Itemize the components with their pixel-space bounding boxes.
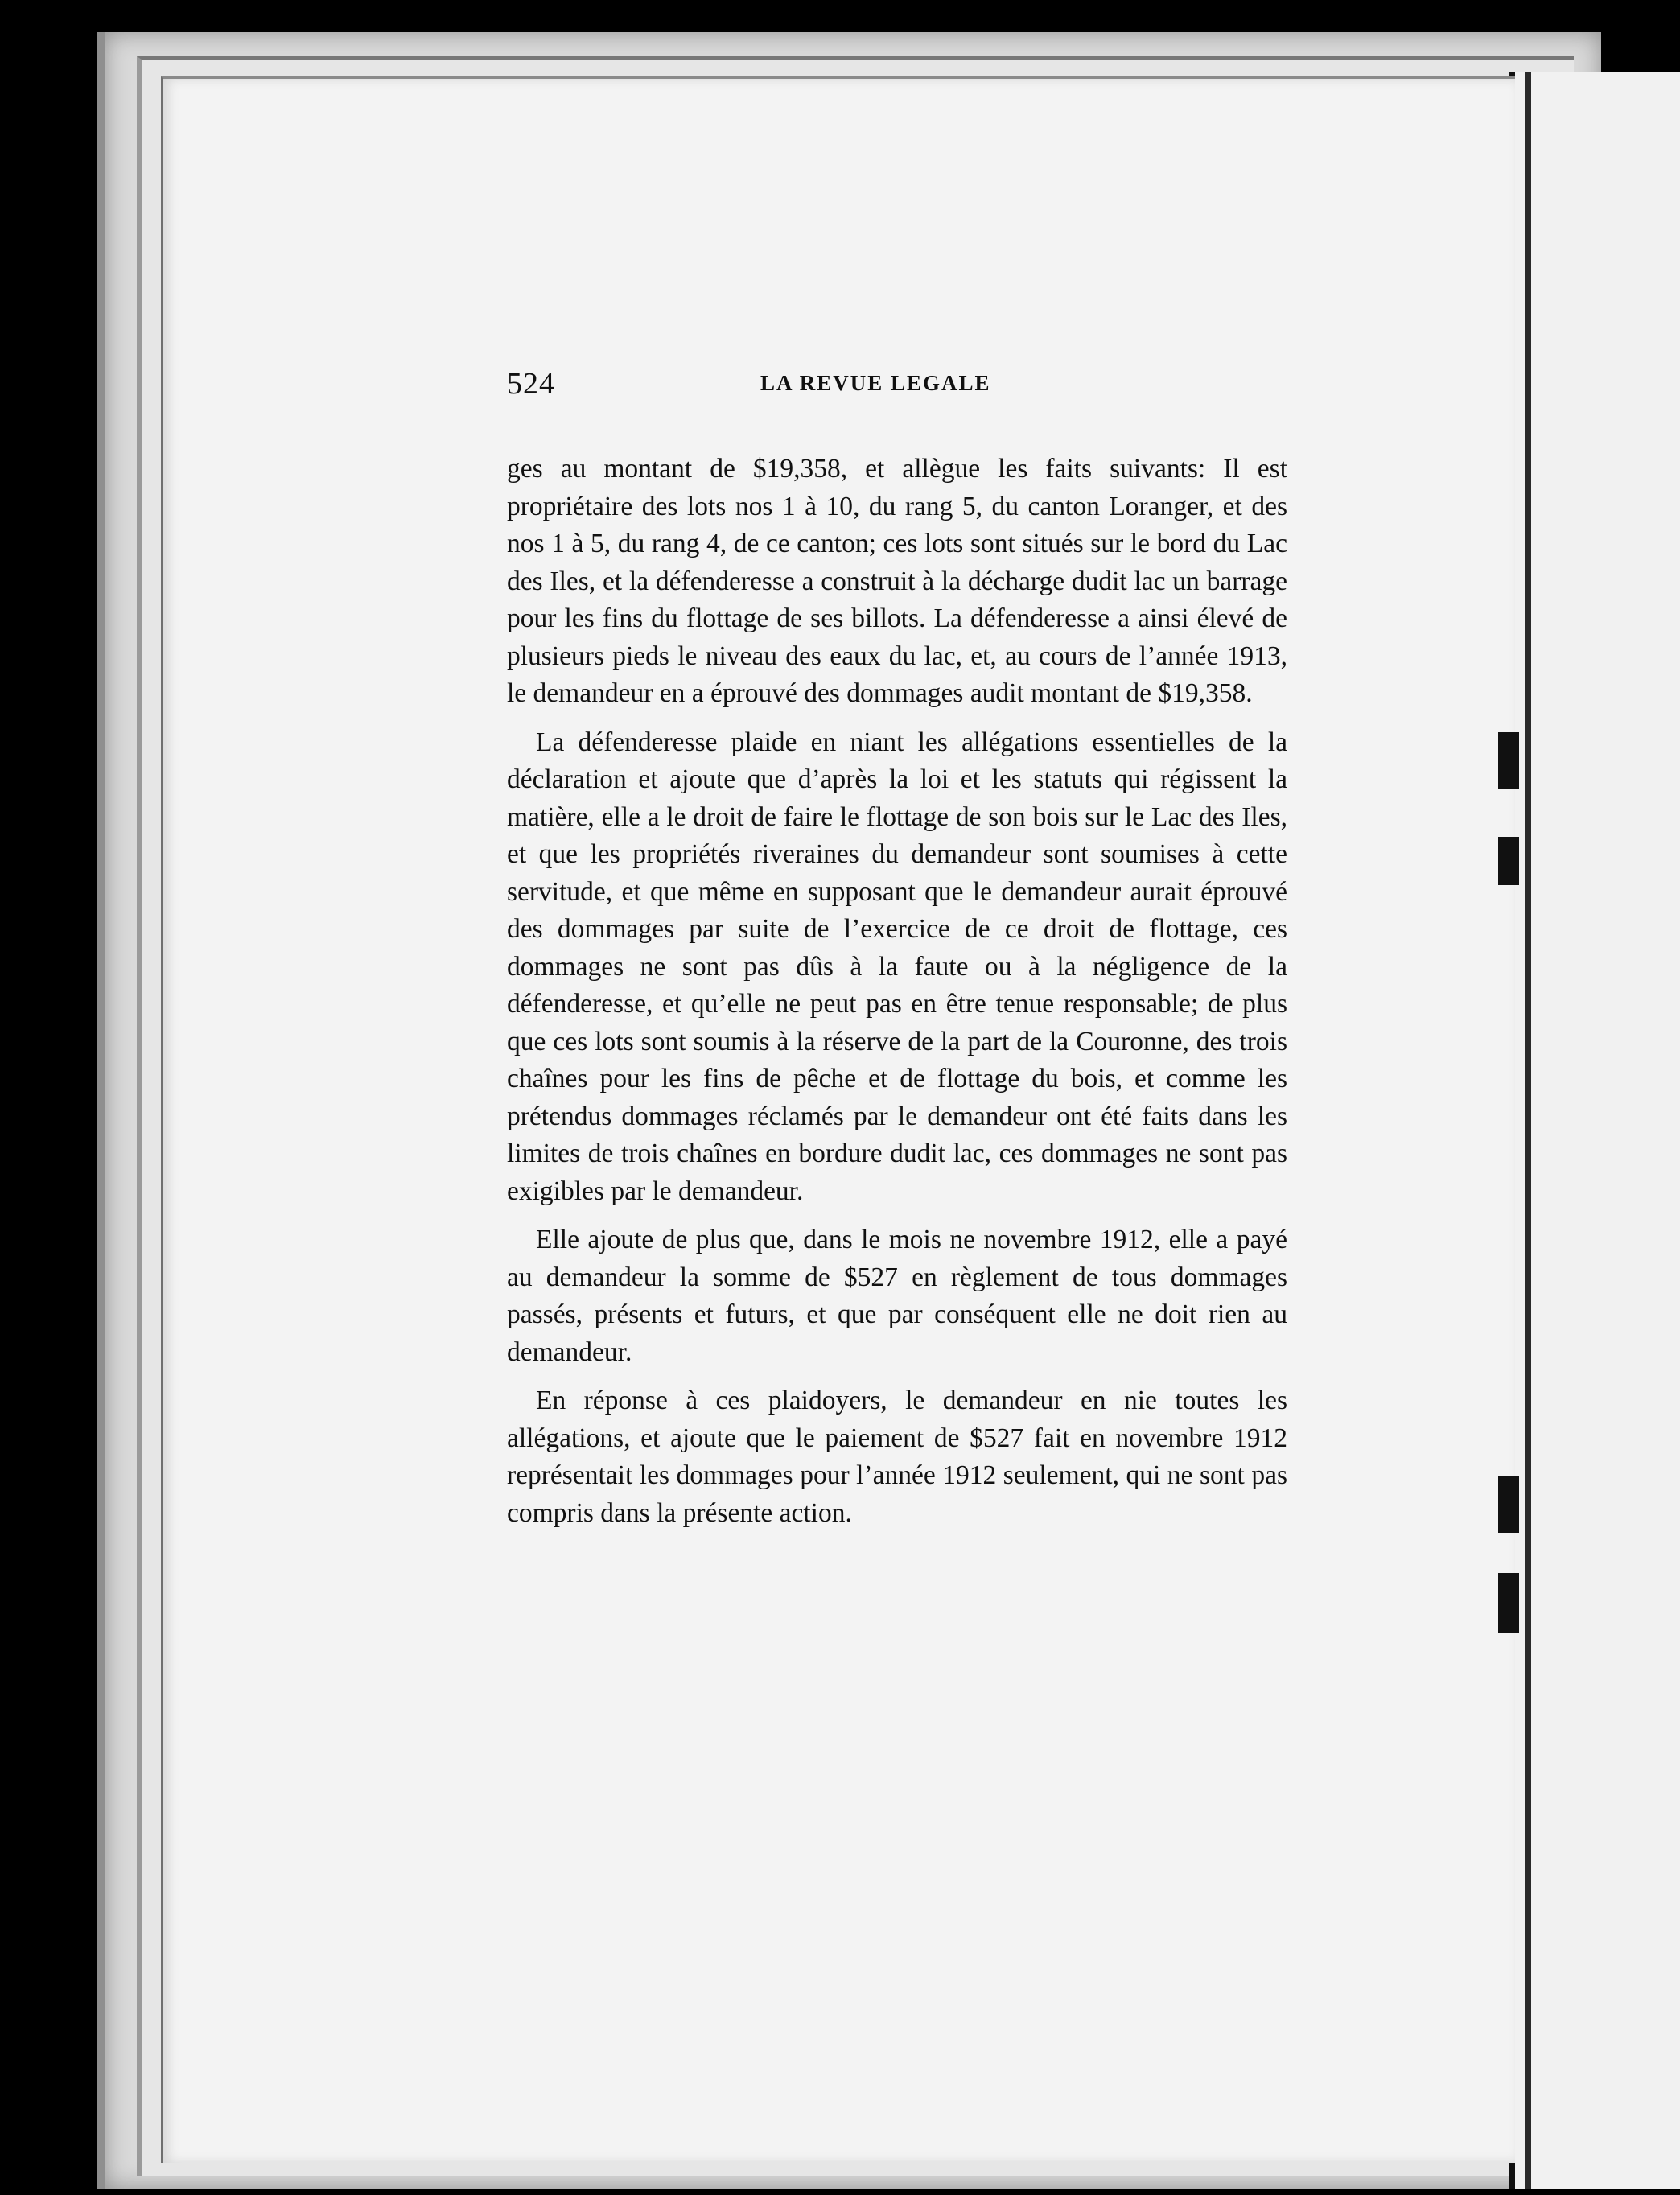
paragraph: Elle ajoute de plus que, dans le mois ne novembre 1912, elle a payé au demandeur la somme de $527 en règlement de tous dommages passés, présents et futurs, et que par conséquent elle ne doit rien au demandeur. — [507, 1225, 1287, 1367]
facing-page — [1509, 72, 1680, 2189]
journal-title: LA REVUE LEGALE — [760, 371, 991, 395]
paragraph: En réponse à ces plaidoyers, le demandeur en nie toutes les allégations, et ajoute que le paiement de $527 fait en novembre 1912 représentait les dommages pour l’année 1912 seulement, qui ne sont pas compris dans la présente action. — [507, 1386, 1287, 1528]
paragraph-continuation: ges au montant de $19,358, et allègue les faits suivants: Il est propriétaire des lots nos 1 à 10, du rang 5, du canton Loranger, et des nos 1 à 5, du rang 4, de ce canton; ces lots sont situés sur le bord du Lac des Iles, et la défenderesse a construit à la décharge dudit lac un barrage pour les fins du flottage de ses billots. La défenderesse a ainsi élevé de plusieurs pieds le niveau des eaux du lac, et, au cours de l’année 1913, le demandeur en a éprouvé des dommages audit montant de $19,358. — [507, 454, 1287, 708]
body-text — [507, 451, 1287, 1532]
binding-gutter — [1525, 72, 1531, 2189]
paragraph: La défenderesse plaide en niant les allégations essentielles de la déclaration et ajoute que d’après la loi et les statuts qui régissent la matière, elle a le droit de faire le flottage de son bois sur le Lac des Iles, et que les propriétés riveraines du demandeur sont soumises à cette servitude, et que même en supposant que le demandeur aurait éprouvé des dommages par suite de l’exercice de ce droit de flottage, ces dommages ne sont pas dûs à la faute ou à la négligence de la défenderesse, et qu’elle ne peut pas en être tenue responsable; de plus que ces lots sont soumis à la réserve de la part de la Couronne, des trois chaînes pour les fins de pêche et de flottage du bois, et comme les prétendus dommages réclamés par le demandeur ont été faits dans les limites de trois chaînes en bordure dudit lac, ces dommages ne sont pas exigibles par le demandeur. — [507, 727, 1287, 1206]
page-text-block — [507, 366, 1287, 1543]
running-head — [507, 366, 1287, 430]
binding-thread-mark — [1498, 1573, 1519, 1633]
binding-thread-mark — [1498, 732, 1519, 789]
binding-thread-mark — [1498, 1476, 1519, 1533]
page-number: 524 — [507, 367, 555, 401]
binding-thread-mark — [1498, 837, 1519, 885]
